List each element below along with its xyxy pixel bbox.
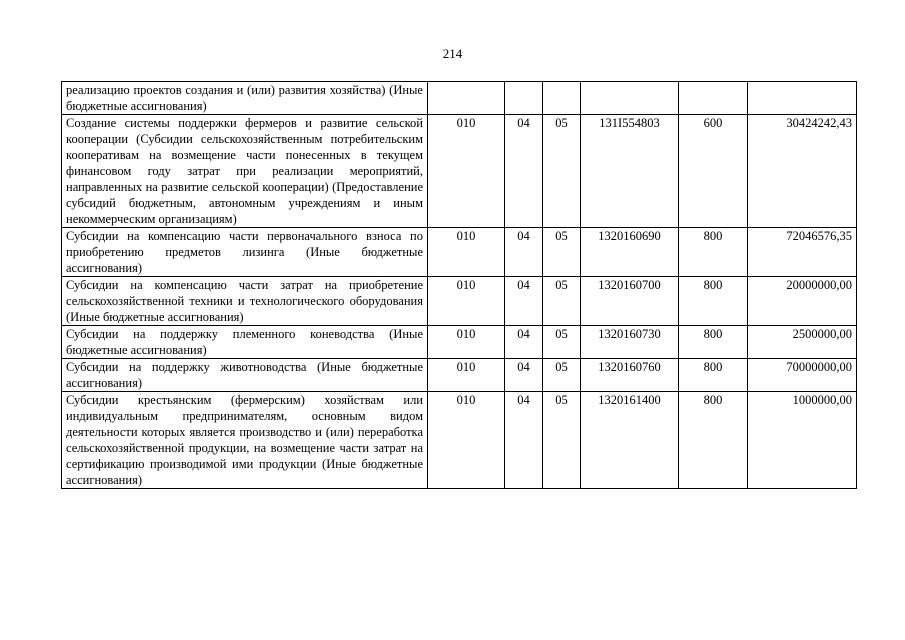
subsection-code: 05 — [543, 228, 581, 277]
expense-type-code — [679, 82, 748, 115]
section-code: 04 — [505, 392, 543, 489]
row-description: Субсидии на компенсацию части первоначального взноса по приобретению предметов лизинга (Иные бюджетные ассигнования) — [62, 228, 428, 277]
target-article-code: 131I554803 — [581, 115, 679, 228]
ministry-code: 010 — [428, 277, 505, 326]
table-row — [62, 392, 857, 489]
target-article-code: 1320161400 — [581, 392, 679, 489]
ministry-code: 010 — [428, 326, 505, 359]
subsection-code: 05 — [543, 326, 581, 359]
table-row — [62, 82, 857, 115]
amount — [748, 82, 857, 115]
subsection-code: 05 — [543, 392, 581, 489]
subsection-code — [543, 82, 581, 115]
page-number: 214 — [442, 46, 463, 61]
amount: 72046576,35 — [748, 228, 857, 277]
expense-type-code: 800 — [679, 359, 748, 392]
table-row — [62, 359, 857, 392]
section-code: 04 — [505, 115, 543, 228]
expense-type-code: 800 — [679, 392, 748, 489]
target-article-code: 1320160700 — [581, 277, 679, 326]
amount: 30424242,43 — [748, 115, 857, 228]
target-article-code: 1320160760 — [581, 359, 679, 392]
expense-type-code: 800 — [679, 326, 748, 359]
row-description: Субсидии на компенсацию части затрат на приобретение сельскохозяйственной техники и технологического оборудования (Иные бюджетные ассигнования) — [62, 277, 428, 326]
target-article-code — [581, 82, 679, 115]
table-row — [62, 228, 857, 277]
amount: 1000000,00 — [748, 392, 857, 489]
expense-type-code: 800 — [679, 228, 748, 277]
row-description: Субсидии крестьянским (фермерским) хозяйствам или индивидуальным предпринимателям, основным видом деятельности которых является производство и (или) переработка сельскохозяйственной продукции, на возмещение части затрат на сертификацию производимой ими продукции (Иные бюджетные ассигнования) — [62, 392, 428, 489]
row-description: Создание системы поддержки фермеров и развитие сельской кооперации (Субсидии сельскохозяйственным потребительским кооперативам на возмещение части понесенных в текущем финансовом году затрат при реализации мероприятий, направленных на развитие сельской кооперации) (Предоставление субсидий бюджетным, автономным учреждениям и иным некоммерческим организациям) — [62, 115, 428, 228]
ministry-code: 010 — [428, 115, 505, 228]
section-code: 04 — [505, 277, 543, 326]
table-row — [62, 326, 857, 359]
row-description: реализацию проектов создания и (или) развития хозяйства) (Иные бюджетные ассигнования) — [62, 82, 428, 115]
subsection-code: 05 — [543, 359, 581, 392]
target-article-code: 1320160730 — [581, 326, 679, 359]
target-article-code: 1320160690 — [581, 228, 679, 277]
section-code: 04 — [505, 228, 543, 277]
amount: 70000000,00 — [748, 359, 857, 392]
expense-type-code: 800 — [679, 277, 748, 326]
amount: 20000000,00 — [748, 277, 857, 326]
amount: 2500000,00 — [748, 326, 857, 359]
section-code: 04 — [505, 359, 543, 392]
row-description: Субсидии на поддержку племенного коневодства (Иные бюджетные ассигнования) — [62, 326, 428, 359]
section-code: 04 — [505, 326, 543, 359]
ministry-code — [428, 82, 505, 115]
ministry-code: 010 — [428, 392, 505, 489]
table-row — [62, 115, 857, 228]
ministry-code: 010 — [428, 228, 505, 277]
subsection-code: 05 — [543, 277, 581, 326]
expense-type-code: 600 — [679, 115, 748, 228]
table-row — [62, 277, 857, 326]
ministry-code: 010 — [428, 359, 505, 392]
row-description: Субсидии на поддержку животноводства (Иные бюджетные ассигнования) — [62, 359, 428, 392]
subsection-code: 05 — [543, 115, 581, 228]
budget-table — [61, 81, 857, 489]
section-code — [505, 82, 543, 115]
